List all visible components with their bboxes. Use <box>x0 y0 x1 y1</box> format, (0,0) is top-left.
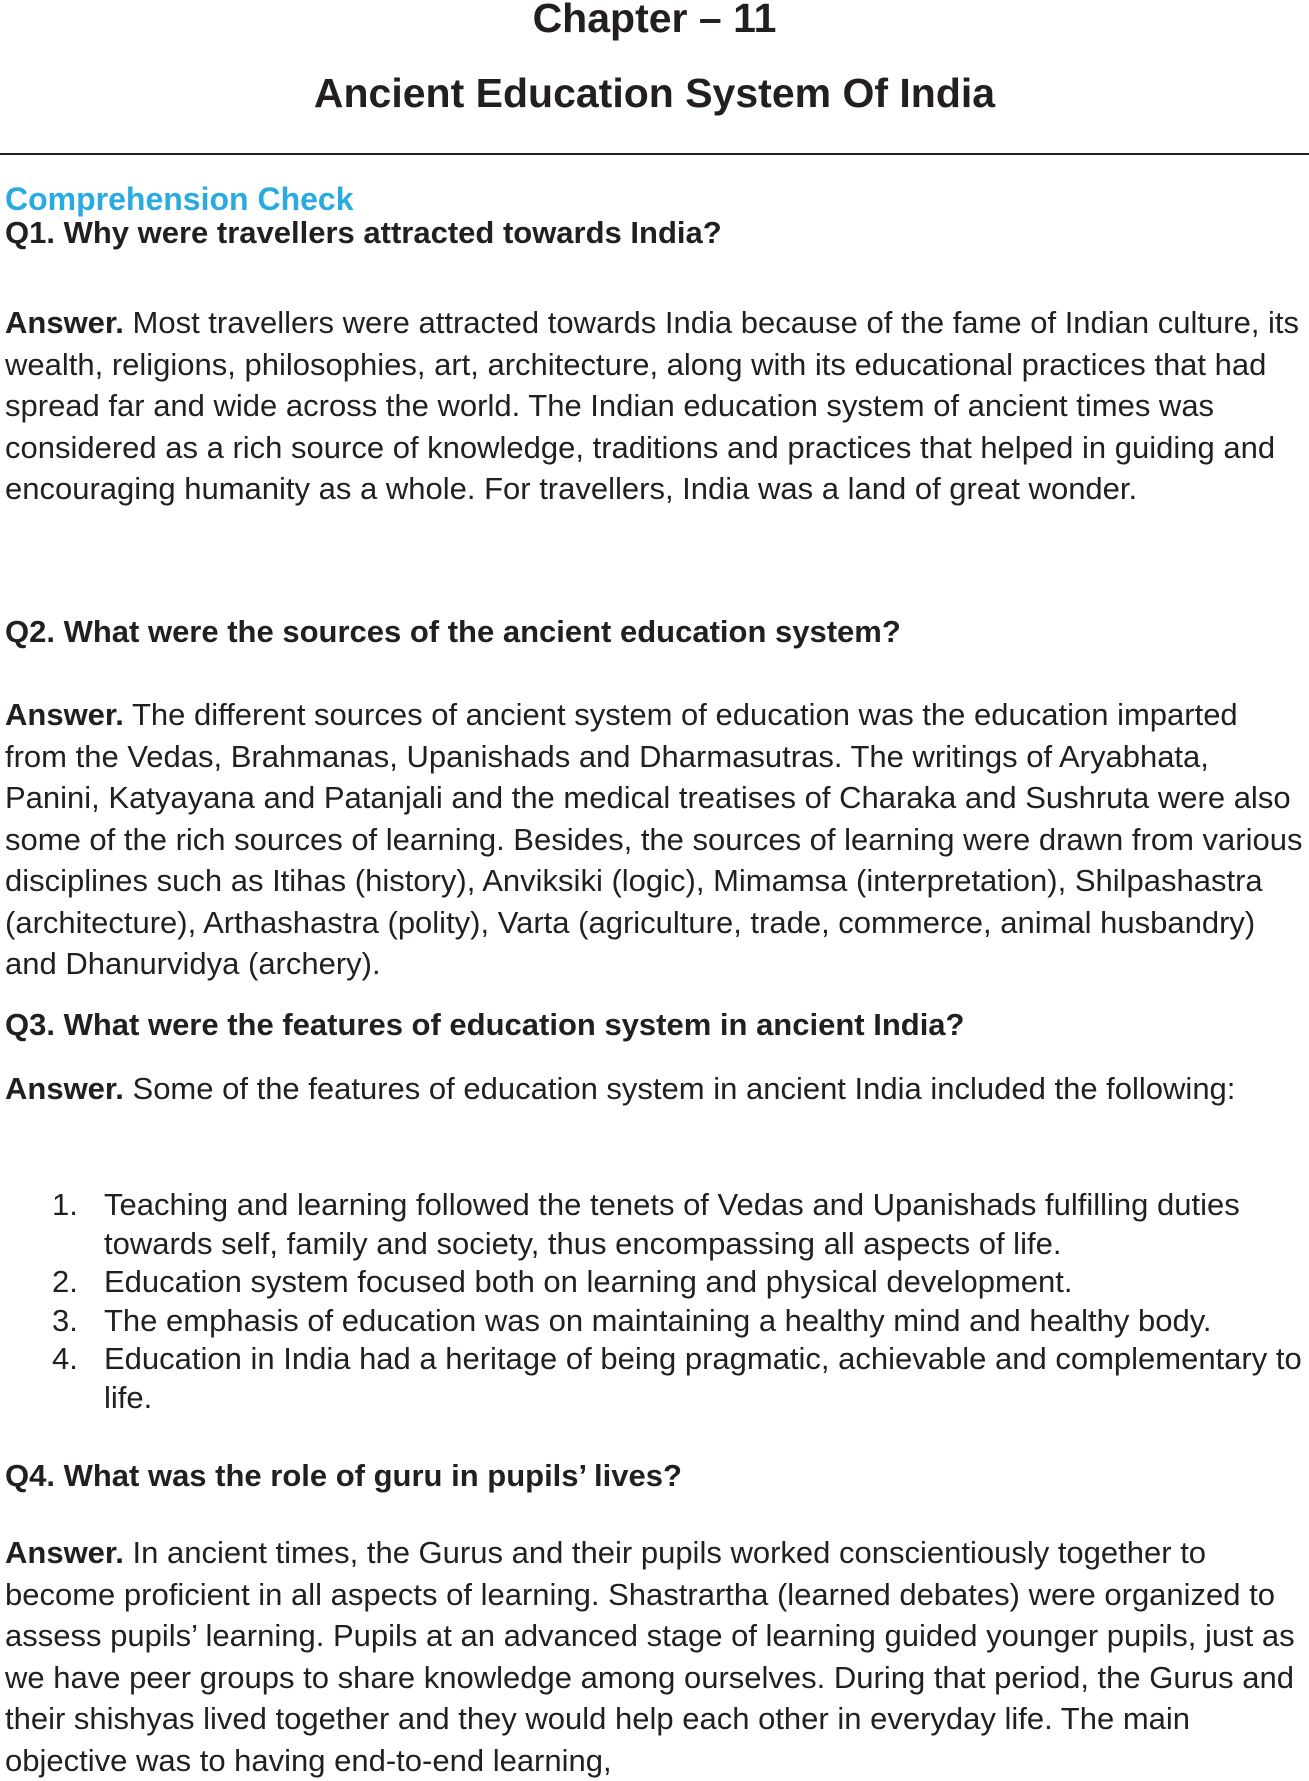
question-4: Q4. What was the role of guru in pupils’ lives? <box>5 1458 682 1493</box>
answer-3 <box>5 1070 1307 1108</box>
answer-label: Answer. <box>5 305 124 340</box>
list-item-text: Teaching and learning followed the tenets of Vedas and Upanishads fulfilling duties towards self, family and society, thus encompassing all aspects of life. <box>104 1187 1240 1261</box>
question-2: Q2. What were the sources of the ancient education system? <box>5 614 901 649</box>
list-item-text: Education system focused both on learning and physical development. <box>104 1264 1073 1299</box>
header-divider <box>0 153 1309 155</box>
list-item <box>0 1186 1309 1263</box>
answer-label: Answer. <box>5 697 124 732</box>
answer-2 <box>5 694 1307 985</box>
list-item-number: 1. <box>52 1187 78 1222</box>
answer-label: Answer. <box>5 1071 124 1106</box>
answer-4-text: In ancient times, the Gurus and their pupils worked conscientiously together to become proficient in all aspects of learning. Shastrartha (learned debates) were organized to assess pupils’ learning. Pupils at an advanced stage of learning guided younger pupils, just as we have peer groups to share knowledge among ourselves. During that period, the Gurus and their shishyas lived together and they would help each other in everyday life. The main objective was to having end-to-end learning, <box>5 1535 1295 1778</box>
chapter-number: Chapter – 11 <box>532 0 777 41</box>
answer-1 <box>5 302 1307 510</box>
list-item <box>0 1340 1309 1417</box>
list-item-number: 4. <box>52 1341 78 1376</box>
question-3: Q3. What were the features of education system in ancient India? <box>5 1007 965 1042</box>
list-item <box>0 1302 1309 1341</box>
list-item-number: 2. <box>52 1264 78 1299</box>
answer-2-text: The different sources of ancient system of education was the education imparted from the Vedas, Brahmanas, Upanishads and Dharmasutras. The writings of Aryabhata, Panini, Katyayana and Patanjali and the medical treatises of Charaka and Sushruta were also some of the rich sources of learning. Besides, the sources of learning were drawn from various disciplines such as Itihas (history), Anviksiki (logic), Mimamsa (interpretation), Shilpashastra (architecture), Arthashastra (polity), Varta (agriculture, trade, commerce, animal husbandry) and Dhanurvidya (archery). <box>5 697 1303 981</box>
answer-3-text: Some of the features of education system in ancient India included the following: <box>132 1071 1236 1106</box>
section-heading: Comprehension Check <box>5 181 354 217</box>
answer-1-text: Most travellers were attracted towards India because of the fame of Indian culture, its wealth, religions, philosophies, art, architecture, along with its educational practices that had spread far and wide across the world. The Indian education system of ancient times was considered as a rich source of knowledge, traditions and practices that helped in guiding and encouraging humanity as a whole. For travellers, India was a land of great wonder. <box>5 305 1300 506</box>
answer-label: Answer. <box>5 1535 124 1570</box>
list-item-text: Education in India had a heritage of being pragmatic, achievable and complementary to life. <box>104 1341 1302 1415</box>
features-list <box>0 1186 1309 1417</box>
list-item-number: 3. <box>52 1302 78 1338</box>
chapter-title: Ancient Education System Of India <box>313 70 996 116</box>
answer-4 <box>5 1532 1307 1781</box>
list-item <box>0 1263 1309 1302</box>
question-1: Q1. Why were travellers attracted towards India? <box>5 215 722 250</box>
list-item-text: The emphasis of education was on maintaining a healthy mind and healthy body. <box>104 1302 1212 1338</box>
